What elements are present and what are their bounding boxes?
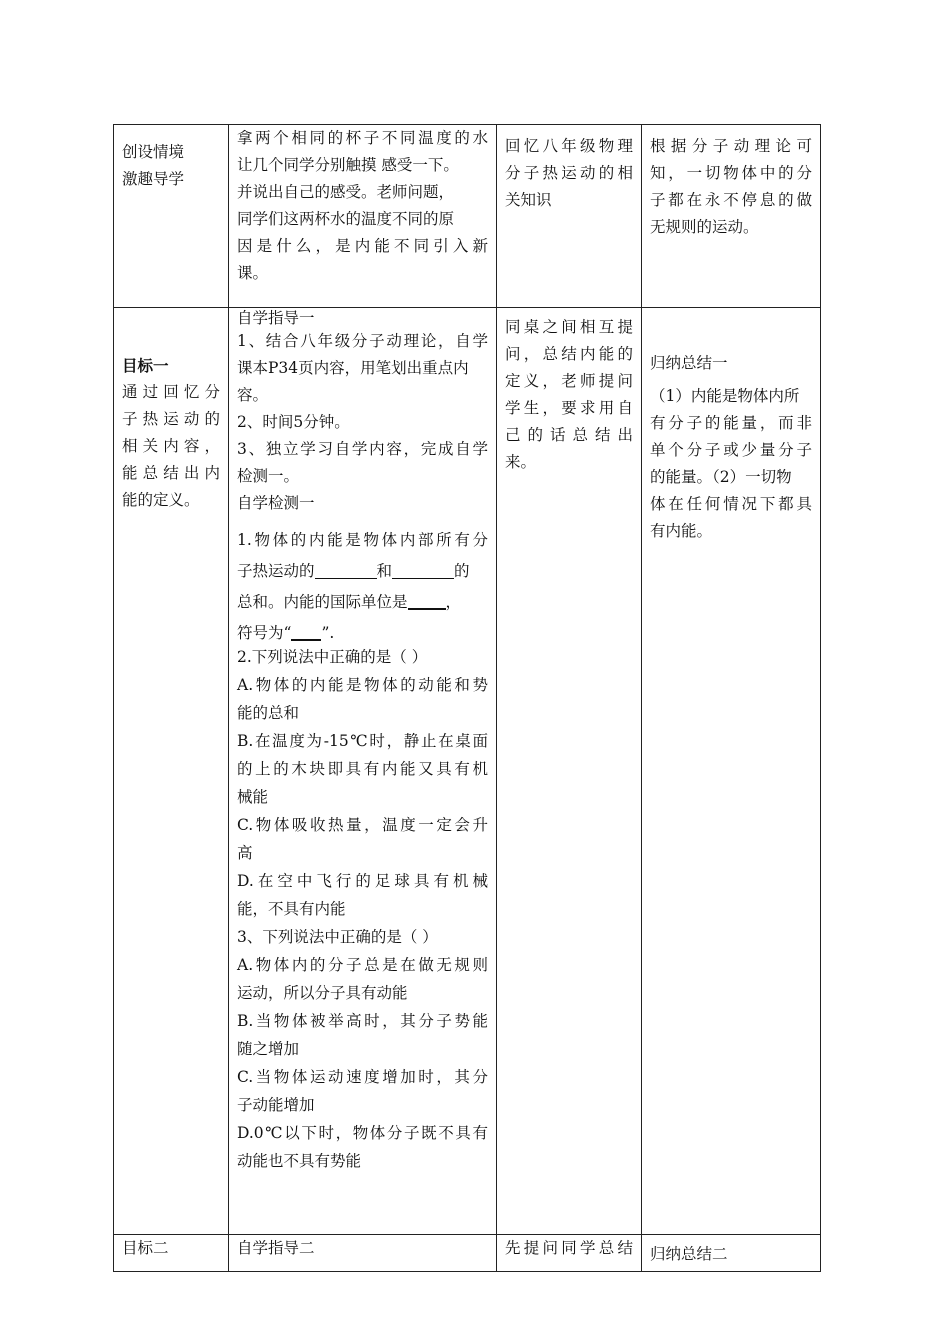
goal-one-line: 通过回忆分 xyxy=(122,383,220,401)
intro-student-cell xyxy=(497,125,642,308)
goal-two-label: 目标二 xyxy=(122,1239,169,1257)
intro-summary-line: 知，一切物体中的分 xyxy=(650,164,812,182)
question-one-line: 1.物体的内能是物体内部所有分 xyxy=(237,531,488,549)
question-two-line: 高 xyxy=(237,844,253,862)
question-one-text: 符号为“ xyxy=(237,624,292,642)
intro-activity-line: 同学们这两杯水的温度不同的原 xyxy=(237,210,455,228)
intro-activity-line: 拿两个相同的杯子不同温度的水 xyxy=(237,129,488,147)
goal-one-student-line: 来。 xyxy=(505,453,537,471)
goal-one-line: 相关内容， xyxy=(122,437,220,455)
guide-line: 2、时间5分钟。 xyxy=(237,413,350,431)
intro-summary-cell xyxy=(642,125,821,308)
summary-one-line: 的能量。（2）一切物 xyxy=(650,468,792,486)
question-two xyxy=(237,643,488,923)
intro-stage-line: 创设情境 xyxy=(122,143,185,161)
intro-activity-line: 课。 xyxy=(237,264,269,282)
table-row-goal-one xyxy=(114,308,821,1235)
question-three-line: 动能也不具有势能 xyxy=(237,1152,362,1170)
guide-line: 自学指导一 xyxy=(237,309,315,327)
question-two-line: 能，不具有内能 xyxy=(237,900,346,918)
goal-one-line: 子热运动的 xyxy=(122,410,220,428)
goal-two-student-label: 先提问同学总结 xyxy=(505,1239,633,1257)
question-three-line: C.当物体运动速度增加时，其分 xyxy=(237,1068,488,1086)
intro-summary-line: 子都在永不停息的做 xyxy=(650,191,812,209)
intro-summary-line: 根据分子动理论可 xyxy=(650,137,812,155)
goal-two-cell xyxy=(114,1235,229,1272)
question-two-line: D.在空中飞行的足球具有机械 xyxy=(237,872,488,890)
summary-one-line: 单个分子或少量分子 xyxy=(650,441,812,459)
goal-two-summary-cell xyxy=(642,1235,821,1272)
goal-one-line: 能的定义。 xyxy=(122,491,200,509)
summary-one-heading: 归纳总结一 xyxy=(650,354,728,372)
goal-one-student-line: 问，总结内能的 xyxy=(505,345,633,363)
question-two-line: A.物体的内能是物体的动能和势 xyxy=(237,676,488,694)
goal-one-student-line: 学生，要求用自 xyxy=(505,399,633,417)
summary-one-line: 体在任何情况下都具 xyxy=(650,495,812,513)
intro-activity-line: 并说出自己的感受。老师问题， xyxy=(237,183,455,201)
guide-line: 3、独立学习自学内容，完成自学 xyxy=(237,440,488,458)
question-one-text: 的 xyxy=(454,562,470,580)
goal-two-activity-cell xyxy=(229,1235,497,1272)
goal-one-cell xyxy=(114,308,229,1235)
question-three-line: 3、下列说法中正确的是（ ） xyxy=(237,928,438,946)
intro-activity-line: 让几个同学分别触摸 感受一下。 xyxy=(237,156,459,174)
question-three-line: A.物体内的分子总是在做无规则 xyxy=(237,956,488,974)
intro-activity-line: 因是什么，是内能不同引入新 xyxy=(237,237,488,255)
question-three-line: 运动，所以分子具有动能 xyxy=(237,984,408,1002)
question-one-text: ”. xyxy=(321,624,335,642)
goal-one-student-line: 同桌之间相互提 xyxy=(505,318,633,336)
question-three xyxy=(237,923,488,1175)
guide-two-label: 自学指导二 xyxy=(237,1239,315,1257)
intro-student-line: 关知识 xyxy=(505,191,552,209)
guide-line: 自学检测一 xyxy=(237,494,315,512)
question-three-line: D.0℃以下时，物体分子既不具有 xyxy=(237,1124,488,1142)
question-two-line: B.在温度为-15℃时，静止在桌面 xyxy=(237,732,488,750)
intro-stage-line: 激趣导学 xyxy=(122,170,185,188)
answer-blank[interactable] xyxy=(291,621,321,641)
question-one-text: 总和。内能的国际单位是 xyxy=(237,593,408,611)
answer-blank[interactable] xyxy=(408,590,446,610)
goal-one-student-line: 己的话总结出 xyxy=(505,426,633,444)
intro-student-line: 回忆八年级物理 xyxy=(505,137,633,155)
intro-stage-cell xyxy=(114,125,229,308)
question-two-line: 2.下列说法中正确的是（ ） xyxy=(237,648,428,666)
question-two-line: 能的总和 xyxy=(237,704,300,722)
goal-one-line: 能总结出内 xyxy=(122,464,220,482)
question-one xyxy=(237,525,488,649)
summary-one-line: 有分子的能量，而非 xyxy=(650,414,812,432)
table-row-intro xyxy=(114,125,821,308)
goal-one-student-line: 定义，老师提问 xyxy=(505,372,633,390)
question-one-text: 和 xyxy=(376,562,393,580)
question-three-line: B.当物体被举高时，其分子势能 xyxy=(237,1012,488,1030)
goal-two-student-cell xyxy=(497,1235,642,1272)
guide-line: 检测一。 xyxy=(237,467,300,485)
question-two-line: 的上的木块即具有内能又具有机 xyxy=(237,760,488,778)
question-one-text: 子热运动的 xyxy=(237,562,315,580)
table-row-goal-two xyxy=(114,1235,821,1272)
lesson-plan-table xyxy=(113,124,821,1272)
guide-line: 1、结合八年级分子动理论，自学 xyxy=(237,332,488,350)
guide-line: 课本P34页内容，用笔划出重点内 xyxy=(237,359,469,377)
summary-two-label: 归纳总结二 xyxy=(650,1245,728,1263)
question-one-line xyxy=(237,587,488,618)
summary-one-line: （1）内能是物体内所 xyxy=(650,387,800,405)
question-one-text: ， xyxy=(445,593,462,611)
question-three-line: 随之增加 xyxy=(237,1040,300,1058)
goal-one-summary-cell xyxy=(642,308,821,1235)
goal-one-heading: 目标一 xyxy=(122,356,169,375)
summary-one-line: 有内能。 xyxy=(650,522,713,540)
answer-blank[interactable] xyxy=(392,560,454,579)
guide-line: 容。 xyxy=(237,386,269,404)
question-two-line: 械能 xyxy=(237,788,269,806)
goal-one-student-cell xyxy=(497,308,642,1235)
question-two-line: C.物体吸收热量，温度一定会升 xyxy=(237,816,488,834)
answer-blank[interactable] xyxy=(315,560,377,579)
intro-summary-line: 无规则的运动。 xyxy=(650,218,759,236)
intro-activity-cell xyxy=(229,125,497,308)
question-three-line: 子动能增加 xyxy=(237,1096,315,1114)
intro-student-line: 分子热运动的相 xyxy=(505,164,633,182)
question-one-line xyxy=(237,556,488,587)
goal-one-activity-cell xyxy=(229,308,497,1235)
